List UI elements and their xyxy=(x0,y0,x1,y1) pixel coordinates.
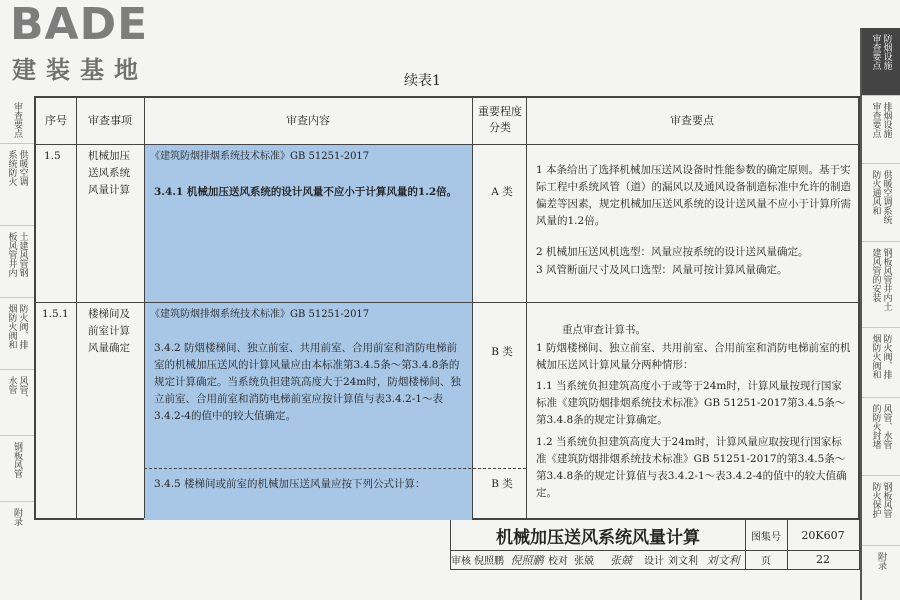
checker-name: 张兢 xyxy=(574,556,594,567)
grid-line xyxy=(472,98,473,518)
right-tab-1[interactable] xyxy=(862,96,900,164)
row2-point-2: 1.1 当系统负担建筑高度小于或等于24m时，计算风量按现行国家标准《建筑防烟排烟系统技术标准》GB 51251-2017第3.4.5条～第3.4.8条的规定计算确定。 xyxy=(536,380,846,426)
design-label: 设计 xyxy=(644,556,664,567)
right-tab-6[interactable] xyxy=(862,476,900,546)
left-tab-label: 钢板风管 xyxy=(12,442,22,478)
header-seq: 序号 xyxy=(45,114,67,127)
right-tab-label: 审查要点 xyxy=(870,34,881,70)
left-tab-6[interactable] xyxy=(0,502,34,600)
grid-line xyxy=(36,302,858,303)
row2-item: 楼梯间及前室计算风量确定 xyxy=(88,308,130,354)
review-label: 审核 xyxy=(451,556,471,567)
left-side-tabs xyxy=(0,96,34,600)
dashed-divider xyxy=(144,468,526,469)
right-tab-0[interactable] xyxy=(862,28,900,96)
grid-line xyxy=(76,98,77,518)
row2-content-source: 《建筑防烟排烟系统技术标准》GB 51251-2017 xyxy=(150,309,370,320)
review-table xyxy=(34,96,860,520)
right-side-tabs xyxy=(860,28,900,600)
row1-content-source: 《建筑防烟排烟系统技术标准》GB 51251-2017 xyxy=(150,151,370,162)
logo-bade: BADE xyxy=(10,0,149,50)
row2-point-1: 1 防烟楼梯间、独立前室、共用前室、合用前室和消防电梯前室的机械加压送风计算风量分两种情形： xyxy=(536,342,851,371)
right-tab-label: 附录 xyxy=(876,552,886,570)
grid-line xyxy=(36,144,858,145)
row1-point-1: 1 本条给出了选择机械加压送风设备时性能参数的确定原则。基于实际工程中系统风管（道）的漏风以及通风设备制造标准中允许的制造偏差等因素，规定机械加压送风系统的设计送风量不应小于计算所需风量的1.2倍。 xyxy=(536,164,851,227)
header-points: 审查要点 xyxy=(670,114,714,127)
left-tab-label: 系统防火 xyxy=(6,150,17,186)
row1-point-2: 2 机械加压送风机选型：风量应按系统的设计送风量确定。 xyxy=(536,246,809,258)
left-tab-label: 烟防火阀和 xyxy=(6,304,17,349)
right-tab-3[interactable] xyxy=(862,242,900,328)
right-tab-label: 烟防火阀和 xyxy=(870,334,881,379)
tab-label-part: 土建风管钢 xyxy=(17,232,28,277)
row2-content-clause: 3.4.2 防烟楼梯间、独立前室、共用前室、合用前室和消防电梯前室的机械加压送风的计算风量应由本标准第3.4.5条～第3.4.8条的规定计算确定。当系统负担建筑高度大于24m时，防烟楼梯间、独立前室、合用前室和消防电梯前室应按计算值与表3.4.2-1～表3.4.2-4的值中的较大值确定。 xyxy=(154,342,461,422)
row1-seq: 1.5 xyxy=(44,150,61,162)
row2-sub-category: B 类 xyxy=(491,478,513,490)
tab-label-part: 防烟设施 xyxy=(881,34,892,70)
grid-line xyxy=(526,98,527,518)
row2-point-3: 1.2 当系统负担建筑高度大于24m时，计算风量应取按现行国家标准《建筑防烟排烟系统技术标准》GB 51251-2017的第3.4.5条～第3.4.8条的规定计算值与表3.4.2-1～表3.4.2-4的值中的较大值确定。 xyxy=(536,436,847,499)
header-content: 审查内容 xyxy=(286,114,330,127)
left-tab-5[interactable] xyxy=(0,436,34,502)
left-tab-label: 水管 xyxy=(6,376,17,394)
left-tab-label: 审查要点 xyxy=(12,102,22,138)
right-tab-7[interactable] xyxy=(862,546,900,600)
tab-label-part: 钢板风管 xyxy=(881,482,892,518)
right-tab-2[interactable] xyxy=(862,164,900,242)
left-tab-4[interactable] xyxy=(0,370,34,436)
page-label: 页 xyxy=(761,556,771,567)
header-category: 重要程度分类 xyxy=(478,105,522,134)
page-no: 22 xyxy=(816,553,830,566)
check-label: 校对 xyxy=(548,556,568,567)
tab-label-part: 钢板风管井内土 xyxy=(881,248,892,311)
title-block xyxy=(450,520,860,570)
left-tab-label: 附录 xyxy=(12,508,22,526)
tab-label-part: 防火阀、排 xyxy=(17,304,28,349)
atlas-no: 20K607 xyxy=(801,528,845,542)
designer-signature: 刘文利 xyxy=(706,553,740,567)
page-subtitle: 续表1 xyxy=(404,73,441,89)
tab-label-part: 风管、水管 xyxy=(881,404,892,449)
tab-label-part: 风管、 xyxy=(17,376,28,403)
content-highlight-row1 xyxy=(144,144,472,302)
row2-category: B 类 xyxy=(491,346,513,358)
left-tab-1[interactable] xyxy=(0,144,34,226)
designer-name: 刘文利 xyxy=(668,556,698,567)
reviewer-name: 倪照鹏 xyxy=(474,556,504,567)
left-tab-2[interactable] xyxy=(0,226,34,298)
row1-item: 机械加压送风系统风量计算 xyxy=(88,150,130,196)
logo-brand-cn: 建装基地 xyxy=(12,56,148,84)
left-tab-0[interactable] xyxy=(0,96,34,144)
reviewer-signature: 倪照鹏 xyxy=(510,553,544,567)
right-tab-label: 防火通风和 xyxy=(870,170,881,215)
right-tab-5[interactable] xyxy=(862,398,900,476)
right-tab-label: 建风管的安装 xyxy=(870,248,881,302)
row1-point-3: 3 风管断面尺寸及风口选型：风量可按计算风量确定。 xyxy=(536,264,788,276)
right-tab-label: 的防火封堵 xyxy=(870,404,881,449)
atlas-label: 图集号 xyxy=(751,531,781,543)
tab-label-part: 防火阀、排 xyxy=(881,334,892,379)
left-tab-label: 板风管井内 xyxy=(6,232,17,277)
right-tab-4[interactable] xyxy=(862,328,900,398)
row1-category: A 类 xyxy=(491,186,513,198)
row2-seq: 1.5.1 xyxy=(42,308,69,320)
row1-content-clause: 3.4.1 机械加压送风系统的设计风量不应小于计算风量的1.2倍。 xyxy=(154,186,458,198)
tab-label-part: 供暖空调系统 xyxy=(881,170,892,224)
header-item: 审查事项 xyxy=(88,114,132,127)
left-tab-3[interactable] xyxy=(0,298,34,370)
tab-label-part: 供暖空调 xyxy=(17,150,28,186)
checker-signature: 张兢 xyxy=(610,553,632,567)
row2-sub-clause: 3.4.5 楼梯间或前室的机械加压送风量应按下列公式计算： xyxy=(154,478,426,490)
row2-point-0: 重点审查计算书。 xyxy=(562,324,646,336)
right-tab-label: 防火保护 xyxy=(870,482,881,518)
right-tab-label: 审查要点 xyxy=(870,102,881,138)
drawing-title: 机械加压送风系统风量计算 xyxy=(496,527,700,548)
tab-label-part: 排烟设施 xyxy=(881,102,892,138)
grid-line xyxy=(144,98,145,518)
